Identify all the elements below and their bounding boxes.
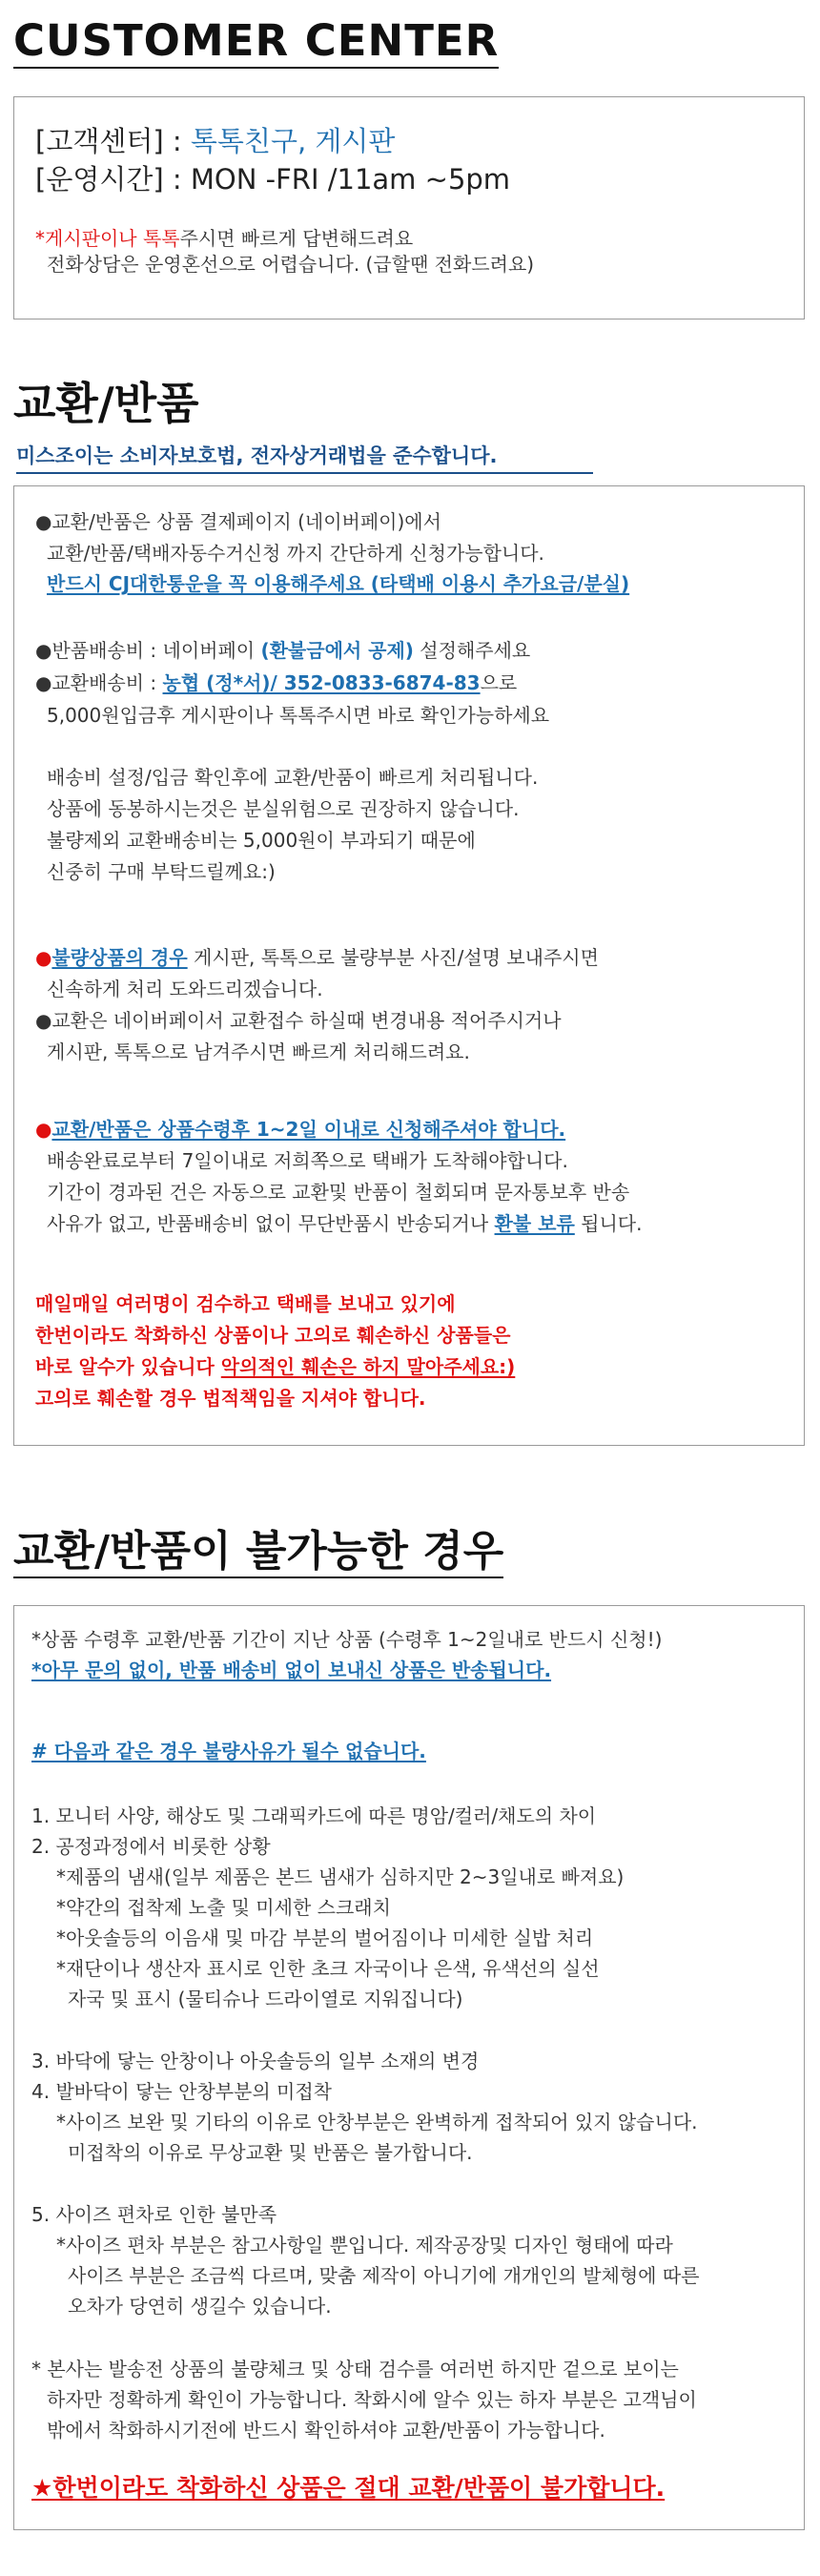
na-i4a: *사이즈 보완 및 기타의 이유로 안창부분은 완벽하게 접착되어 있지 않습니다. [56,2111,698,2133]
cs-phone-note: 전화상담은 운영혼선으로 어렵습니다. (급할땐 전화드려요) [47,253,535,276]
na-a2: *아무 문의 없이, 반품 배송비 없이 보내신 상품은 반송됩니다. [31,1659,552,1681]
deadline-notice: 교환/반품은 상품수령후 1~2일 이내로 신청해주셔야 합니다. [51,1118,566,1141]
cs-hours-line [35,163,511,196]
cs-center-value: 톡톡친구, 게시판 [190,125,396,157]
ex-p4-2: 신속하게 처리 도와드리겠습니다. [47,978,323,1000]
ex-p5-2: 배송완료로부터 7일이내로 저희쪽으로 택배가 도착해야합니다. [47,1149,568,1172]
na-i5c: 오차가 당연히 생길수 있습니다. [68,2295,332,2318]
na-i4: 4. 발바닥이 닿는 안창부분의 미접착 [31,2080,332,2103]
na-a3: # 다음과 같은 경우 불량사유가 될수 없습니다. [31,1740,426,1762]
exchange-box [13,485,805,1446]
ex-p1-2: 교환/반품/택배자동수거신청 까지 간단하게 신청가능합니다. [47,542,544,565]
cs-center-line [35,125,396,157]
ex-p2-1 [35,641,530,660]
ex-p5-4a: 사유가 없고, 반품배송비 없이 무단반품시 반송되거나 [47,1212,495,1235]
na-i2c: *아웃솔등의 이음새 및 마감 부분의 벌어짐이나 미세한 실밥 처리 [56,1927,594,1949]
na-a1: *상품 수령후 교환/반품 기간이 지난 상품 (수령후 1~2일내로 반드시 신청!) [31,1628,663,1651]
defect-product-link: 불량상품의 경우 [51,946,188,969]
ex-p2-3: 5,000원입금후 게시판이나 톡톡주시면 바로 확인가능하세요 [47,704,550,727]
no-damage-notice: 악의적인 훼손은 하지 말아주세요:) [220,1355,516,1378]
ex-p2-1c: 설정해주세요 [413,639,531,662]
ex-p5-1 [35,1120,565,1139]
na-i5b: 사이즈 부분은 조금씩 다르며, 맞춤 제작이 아니기에 개개인의 발체형에 따른 [68,2264,700,2287]
ex-p2-1b: (환불금에서 공제) [260,639,414,662]
bank-account: 농협 (정*서)/ 352-0833-6874-83 [162,671,481,694]
na-i2e: 자국 및 표시 (물티슈나 드라이열로 지워집니다) [68,1988,463,2010]
ex-p5-1a: ● [35,1118,52,1141]
ex-p5-4c: 됩니다. [574,1212,643,1235]
cs-center-label: [고객센터] : [35,125,191,157]
ex-p3-4: 신중히 구매 부탁드릴께요:) [47,860,276,883]
ex-p3-2: 상품에 동봉하시는것은 분실위험으로 권장하지 않습니다. [47,797,520,820]
cs-note-red2: 톡톡 [142,227,180,250]
na-i2: 2. 공정과정에서 비롯한 상황 [31,1835,271,1858]
ex-p5-4 [47,1214,642,1233]
na-i2d: *재단이나 생산자 표시로 인한 초크 자국이나 은색, 유색선의 실선 [56,1957,600,1980]
na-n1: * 본사는 발송전 상품의 불량체크 및 상태 검수를 여러번 하지만 겉으로 보이는 [31,2358,679,2380]
na-i2a: *제품의 냄새(일부 제품은 본드 냄새가 심하지만 2~3일내로 빠져요) [56,1865,625,1888]
na-n2: 하자만 정확하게 확인이 가능합니다. 착화시에 알수 있는 하자 부분은 고객님이 [47,2388,697,2411]
ex-p2-2a: ●교환배송비 : [35,671,163,694]
ex-p2-2c: 으로 [480,671,518,694]
ex-p4-1c: 게시판, 톡톡으로 불량부분 사진/설명 보내주시면 [187,946,599,969]
ex-r1: 매일매일 여러명이 검수하고 택배를 보내고 있기에 [35,1292,456,1315]
ex-r3a: 바로 알수가 있습니다 [35,1355,221,1378]
ex-p1-3: 반드시 CJ대한통운을 꼭 이용해주세요 (타택배 이용시 추가요금/분실) [47,572,630,595]
ex-p4-4: 게시판, 톡톡으로 남겨주시면 빠르게 처리해드려요. [47,1041,470,1063]
ex-p4-3: ●교환은 네이버페이서 교환접수 하실때 변경내용 적어주시거나 [35,1009,562,1032]
cs-note-asterisk: * [35,227,45,250]
not-allowed-box [13,1605,805,2530]
na-final-warning: ★한번이라도 착화하신 상품은 절대 교환/반품이 불가합니다. [31,2474,666,2502]
ex-p1-1: ●교환/반품은 상품 결제페이지 (네이버페이)에서 [35,510,441,533]
cs-hours-label: [운영시간] : [35,163,191,196]
ex-p2-2 [35,673,517,692]
ex-r2: 한번이라도 착화하신 상품이나 고의로 훼손하신 상품들은 [35,1324,511,1347]
na-i3: 3. 바닥에 닿는 안창이나 아웃솔등의 일부 소재의 변경 [31,2050,480,2072]
na-i2b: *약간의 접착제 노출 및 미세한 스크래치 [56,1896,391,1919]
ex-p5-3: 기간이 경과된 건은 자동으로 교환및 반품이 철회되며 문자통보후 반송 [47,1181,630,1204]
refund-hold: 환불 보류 [494,1212,575,1235]
cs-note-line [35,229,413,248]
ex-p2-1a: ●반품배송비 : 네이버페이 [35,639,261,662]
ex-p4-1 [35,948,599,967]
na-i4b: 미접착의 이유로 무상교환 및 반품은 불가합니다. [68,2141,473,2164]
ex-p4-1a: ● [35,946,52,969]
na-n3: 밖에서 착화하시기전에 반드시 확인하셔야 교환/반품이 가능합니다. [47,2419,605,2442]
exchange-subtitle: 미스조이는 소비자보호법, 전자상거래법을 준수합니다. [16,441,593,474]
ex-p3-1: 배송비 설정/입금 확인후에 교환/반품이 빠르게 처리됩니다. [47,766,539,789]
na-i5a: *사이즈 편차 부분은 참고사항일 뿐입니다. 제작공장및 디자인 형태에 따라 [56,2234,673,2257]
cs-note-red1: 게시판이나 [45,227,143,250]
na-i5: 5. 사이즈 편차로 인한 불만족 [31,2203,277,2226]
customer-center-title: CUSTOMER CENTER [13,17,499,69]
ex-p3-3: 불량제외 교환배송비는 5,000원이 부과되기 때문에 [47,829,476,852]
customer-center-box [13,96,805,319]
ex-r4: 고의로 훼손할 경우 법적책임을 지셔야 합니다. [35,1387,426,1410]
not-allowed-title: 교환/반품이 불가능한 경우 [13,1529,503,1578]
cs-note-rest: 주시면 빠르게 답변해드려요 [179,227,414,250]
exchange-title: 교환/반품 [13,378,199,429]
cs-hours-value: MON -FRI /11am ~5pm [190,163,511,196]
ex-r3 [35,1357,515,1376]
na-i1: 1. 모니터 사양, 해상도 및 그래픽카드에 따른 명암/컬러/채도의 차이 [31,1804,597,1827]
